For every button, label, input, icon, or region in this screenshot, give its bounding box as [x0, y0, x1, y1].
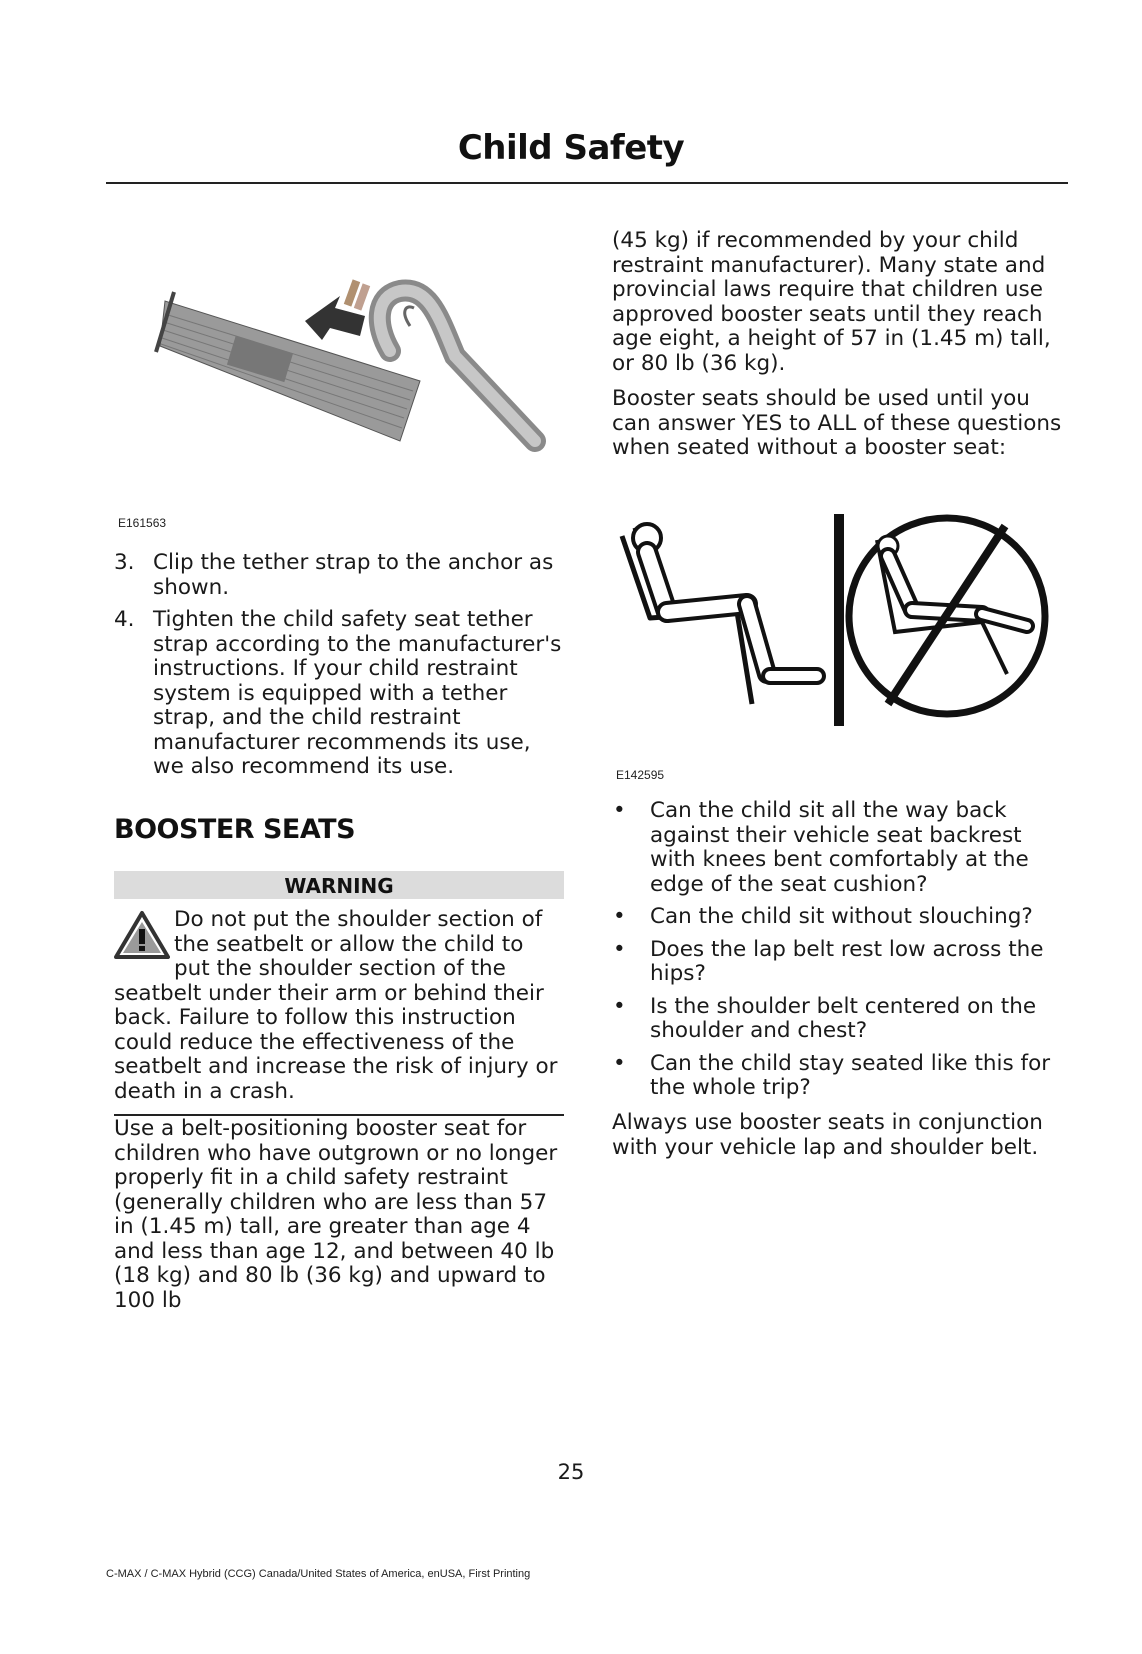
step-number: 4.: [114, 607, 135, 632]
seating-posture-illustration: [612, 504, 1068, 732]
section-heading-booster-seats: BOOSTER SEATS: [114, 814, 356, 845]
booster-paragraph: Use a belt-positioning booster seat for children who have outgrown or no longer properly fit in a child safety restraint (generally children who are less than 57 in (1.45 m) tall, are greater than age 4 and less than age 12, and between 40 lb (18 kg) and 80 lb (36 kg) and upward to 100 lb: [114, 1116, 558, 1313]
question-item: [612, 799, 1068, 897]
page-title: Child Safety: [457, 128, 685, 168]
bullet: •: [613, 798, 626, 823]
question-text: Can the child stay seated like this for the whole trip?: [650, 1050, 1051, 1100]
figure-code-e142595: E142595: [616, 768, 665, 782]
header-divider: [106, 182, 1068, 184]
figure-code-e161563: E161563: [118, 516, 167, 530]
bullet: •: [613, 993, 626, 1019]
step-item: [114, 608, 564, 780]
step-text: Clip the tether strap to the anchor as shown.: [153, 550, 554, 600]
warning-label: WARNING: [114, 871, 564, 899]
question-text: Can the child sit without slouching?: [650, 904, 1033, 929]
warning-body: [114, 908, 564, 1104]
question-item: [612, 905, 1068, 930]
question-text: Is the shoulder belt centered on the shoulder and chest?: [650, 993, 1037, 1043]
tether-steps: [114, 551, 564, 788]
tether-strap-illustration: [110, 226, 570, 516]
questions-list: [612, 799, 1068, 1109]
question-item: [612, 938, 1068, 987]
final-paragraph: Always use booster seats in conjunction with your vehicle lap and shoulder belt.: [612, 1110, 1043, 1160]
page-number: 25: [557, 1460, 585, 1484]
warning-text: Do not put the shoulder section of the seatbelt or allow the child to put the shoulder section of the seatbelt under their arm or behind their back. Failure to follow this instruction could reduce the effectiveness of the seatbelt and increase the risk of injury or death in a crash.: [114, 907, 558, 1104]
warning-triangle-icon: [114, 910, 170, 960]
questions-intro-paragraph: Booster seats should be used until you can answer YES to ALL of these questions when seated without a booster seat:: [612, 386, 1062, 460]
tether-strap-drawing: [110, 226, 570, 516]
seating-posture-drawing: [612, 504, 1068, 732]
bullet: •: [613, 1050, 626, 1076]
step-text: Tighten the child safety seat tether strap according to the manufacturer's instructions. If your child restraint system is equipped with a tether strap, and the child restraint manufacturer recommends its use, we also recommend its use.: [153, 607, 562, 779]
question-text: Can the child sit all the way back against their vehicle seat backrest with knees bent comfortably at the edge of the seat cushion?: [650, 798, 1029, 897]
question-item: [612, 995, 1068, 1044]
bullet: •: [613, 936, 626, 962]
bullet: •: [613, 904, 626, 929]
question-text: Does the lap belt rest low across the hips?: [650, 936, 1044, 986]
continued-paragraph: (45 kg) if recommended by your child restraint manufacturer). Many state and provincial laws require that children use approved booster seats until they reach age eight, a height of 57 in (1.45 m) tall, or 80 lb (36 kg).: [612, 228, 1051, 376]
step-item: [114, 551, 564, 600]
warning-box: [114, 871, 564, 1116]
question-item: [612, 1052, 1068, 1101]
footer-text: C-MAX / C-MAX Hybrid (CCG) Canada/United States of America, enUSA, First Printing: [106, 1568, 531, 1580]
step-number: 3.: [114, 550, 135, 575]
